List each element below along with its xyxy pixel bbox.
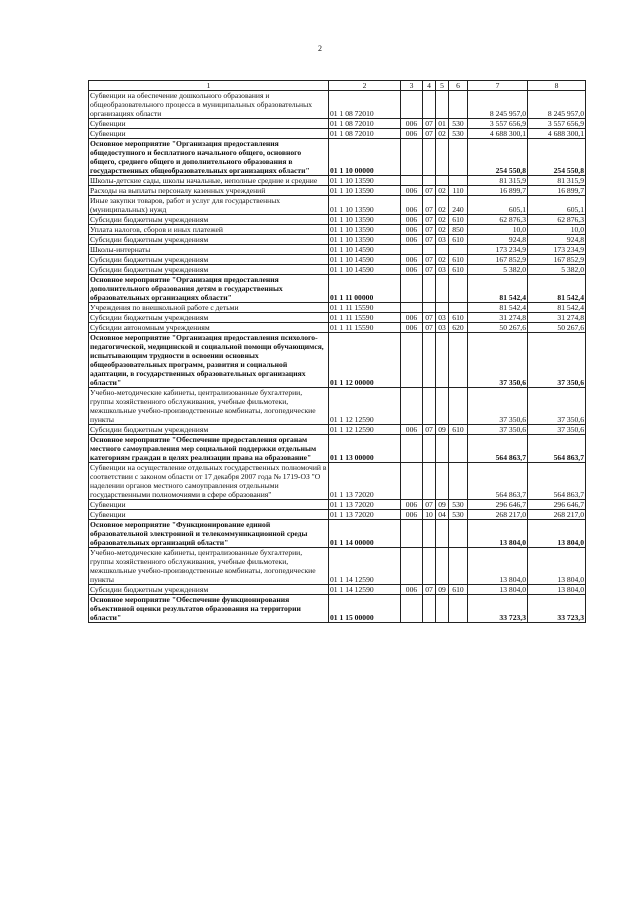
row-ministry [401, 139, 423, 176]
row-amount-col8: 81 315,9 [528, 176, 586, 186]
row-ministry [401, 520, 423, 548]
row-description: Субсидии бюджетным учреждениям [89, 585, 329, 595]
row-section [423, 91, 436, 119]
row-description: Расходы на выплаты персоналу казенных учреждений [89, 186, 329, 196]
row-description: Субсидии бюджетным учреждениям [89, 215, 329, 225]
row-ministry: 006 [401, 129, 423, 139]
row-code: 01 1 10 00000 [329, 139, 401, 176]
row-amount-col7: 605,1 [468, 196, 528, 215]
row-expense-type: 610 [449, 313, 468, 323]
row-amount-col8: 3 557 656,9 [528, 119, 586, 129]
page-number: 2 [318, 44, 322, 53]
row-ministry [401, 303, 423, 313]
table-row [89, 215, 586, 225]
row-code: 01 1 14 12590 [329, 585, 401, 595]
row-amount-col8: 924,8 [528, 235, 586, 245]
row-subsection: 03 [436, 235, 449, 245]
header-cell: 8 [528, 81, 586, 91]
row-amount-col7: 8 245 957,0 [468, 91, 528, 119]
row-expense-type: 610 [449, 255, 468, 265]
table-row [89, 388, 586, 425]
row-expense-type [449, 275, 468, 303]
row-description: Школы-интернаты [89, 245, 329, 255]
row-expense-type: 610 [449, 425, 468, 435]
row-ministry [401, 245, 423, 255]
table-row [89, 275, 586, 303]
table-row [89, 235, 586, 245]
row-subsection: 02 [436, 225, 449, 235]
table-row [89, 119, 586, 129]
row-expense-type [449, 388, 468, 425]
row-subsection: 02 [436, 255, 449, 265]
row-amount-col8: 4 688 300,1 [528, 129, 586, 139]
table-row [89, 255, 586, 265]
row-amount-col8: 296 646,7 [528, 500, 586, 510]
row-amount-col7: 31 274,8 [468, 313, 528, 323]
row-ministry: 006 [401, 500, 423, 510]
row-description: Субвенции на обеспечение дошкольного образования и общеобразовательного процесса в муниципальных образовательных организациях области [89, 91, 329, 119]
table-row [89, 245, 586, 255]
row-expense-type: 620 [449, 323, 468, 333]
header-cell: 4 [423, 81, 436, 91]
table-row [89, 333, 586, 388]
budget-table [88, 80, 586, 623]
row-amount-col8: 605,1 [528, 196, 586, 215]
row-amount-col7: 37 350,6 [468, 425, 528, 435]
row-description: Иные закупки товаров, работ и услуг для государственных (муниципальных) нужд [89, 196, 329, 215]
row-expense-type: 240 [449, 196, 468, 215]
row-code: 01 1 10 13590 [329, 176, 401, 186]
row-amount-col7: 268 217,0 [468, 510, 528, 520]
row-amount-col7: 13 804,0 [468, 520, 528, 548]
row-ministry: 006 [401, 196, 423, 215]
row-code: 01 1 08 72010 [329, 129, 401, 139]
row-expense-type: 110 [449, 186, 468, 196]
row-ministry [401, 463, 423, 500]
row-code: 01 1 13 72020 [329, 500, 401, 510]
row-section: 07 [423, 313, 436, 323]
row-amount-col7: 296 646,7 [468, 500, 528, 510]
row-description: Основное мероприятие "Организация предоставления дополнительного образования детям в государственных образовательных организациях области" [89, 275, 329, 303]
row-subsection: 03 [436, 313, 449, 323]
row-amount-col7: 37 350,6 [468, 333, 528, 388]
row-subsection [436, 303, 449, 313]
row-amount-col7: 81 542,4 [468, 275, 528, 303]
table-row [89, 425, 586, 435]
header-cell: 5 [436, 81, 449, 91]
row-ministry: 006 [401, 235, 423, 245]
table-row [89, 510, 586, 520]
row-amount-col8: 13 804,0 [528, 585, 586, 595]
row-ministry [401, 435, 423, 463]
table-row [89, 139, 586, 176]
row-amount-col7: 50 267,6 [468, 323, 528, 333]
row-amount-col8: 8 245 957,0 [528, 91, 586, 119]
row-section: 07 [423, 215, 436, 225]
row-section: 07 [423, 323, 436, 333]
row-code: 01 1 08 72010 [329, 91, 401, 119]
row-expense-type: 610 [449, 235, 468, 245]
table-row [89, 186, 586, 196]
row-expense-type [449, 435, 468, 463]
row-subsection: 09 [436, 585, 449, 595]
row-expense-type [449, 176, 468, 186]
table-row [89, 225, 586, 235]
row-code: 01 1 12 12590 [329, 388, 401, 425]
row-subsection: 02 [436, 186, 449, 196]
row-amount-col7: 5 382,0 [468, 265, 528, 275]
row-subsection: 02 [436, 129, 449, 139]
row-amount-col8: 37 350,6 [528, 388, 586, 425]
row-expense-type [449, 520, 468, 548]
row-code: 01 1 10 13590 [329, 186, 401, 196]
row-ministry: 006 [401, 585, 423, 595]
row-amount-col7: 564 863,7 [468, 435, 528, 463]
row-section [423, 388, 436, 425]
row-section [423, 303, 436, 313]
row-description: Учебно-методические кабинеты, централизованные бухгалтерии, группы хозяйственного обслуживания, учебные фильмотеки, межшкольные учебно-производственные комбинаты, логопедические пункты [89, 388, 329, 425]
row-description: Основное мероприятие "Обеспечение предоставления органам местного самоуправления мер социальной поддержки отдельным категориям граждан в целях реализации права на образование" [89, 435, 329, 463]
row-amount-col8: 16 899,7 [528, 186, 586, 196]
row-subsection [436, 435, 449, 463]
row-subsection [436, 139, 449, 176]
row-ministry: 006 [401, 265, 423, 275]
row-section: 07 [423, 225, 436, 235]
row-expense-type [449, 463, 468, 500]
row-expense-type: 610 [449, 265, 468, 275]
row-amount-col8: 81 542,4 [528, 275, 586, 303]
row-expense-type: 610 [449, 585, 468, 595]
row-code: 01 1 10 13590 [329, 196, 401, 215]
table-row [89, 520, 586, 548]
table-row [89, 435, 586, 463]
row-subsection: 02 [436, 215, 449, 225]
row-code: 01 1 10 13590 [329, 235, 401, 245]
row-subsection [436, 245, 449, 255]
row-code: 01 1 11 00000 [329, 275, 401, 303]
header-cell: 7 [468, 81, 528, 91]
row-section: 07 [423, 585, 436, 595]
row-ministry: 006 [401, 255, 423, 265]
row-code: 01 1 13 00000 [329, 435, 401, 463]
row-subsection [436, 388, 449, 425]
row-description: Субсидии бюджетным учреждениям [89, 235, 329, 245]
row-subsection: 03 [436, 323, 449, 333]
row-section [423, 176, 436, 186]
row-ministry [401, 548, 423, 585]
row-description: Субсидии бюджетным учреждениям [89, 255, 329, 265]
row-section: 07 [423, 235, 436, 245]
row-expense-type [449, 91, 468, 119]
row-subsection [436, 275, 449, 303]
table-row [89, 500, 586, 510]
row-section: 07 [423, 265, 436, 275]
table-row [89, 595, 586, 623]
row-code: 01 1 15 00000 [329, 595, 401, 623]
row-amount-col8: 5 382,0 [528, 265, 586, 275]
row-description: Субвенции [89, 510, 329, 520]
row-section [423, 548, 436, 585]
row-description: Основное мероприятие "Организация предоставления общедоступного и бесплатного начального общего, основного общего, среднего общего и дополнительного образования в государственных общеобразовательных организациях области" [89, 139, 329, 176]
row-expense-type [449, 139, 468, 176]
table-row [89, 303, 586, 313]
row-description: Учреждения по внешкольной работе с детьми [89, 303, 329, 313]
row-code: 01 1 11 15590 [329, 313, 401, 323]
row-ministry: 006 [401, 186, 423, 196]
row-expense-type [449, 245, 468, 255]
row-subsection [436, 463, 449, 500]
row-section: 07 [423, 500, 436, 510]
table-row [89, 313, 586, 323]
row-amount-col8: 50 267,6 [528, 323, 586, 333]
row-section: 07 [423, 196, 436, 215]
row-amount-col8: 13 804,0 [528, 548, 586, 585]
row-code: 01 1 10 13590 [329, 225, 401, 235]
table-row [89, 176, 586, 186]
row-subsection: 03 [436, 265, 449, 275]
row-section [423, 463, 436, 500]
row-section: 07 [423, 129, 436, 139]
row-description: Субвенции [89, 119, 329, 129]
row-ministry: 006 [401, 510, 423, 520]
table-row [89, 91, 586, 119]
row-section: 07 [423, 186, 436, 196]
row-amount-col7: 254 550,8 [468, 139, 528, 176]
row-section: 07 [423, 425, 436, 435]
header-row [89, 81, 586, 91]
row-amount-col7: 924,8 [468, 235, 528, 245]
row-code: 01 1 13 72020 [329, 463, 401, 500]
row-code: 01 1 12 00000 [329, 333, 401, 388]
header-cell: 3 [401, 81, 423, 91]
row-expense-type: 850 [449, 225, 468, 235]
row-amount-col8: 10,0 [528, 225, 586, 235]
row-code: 01 1 11 15590 [329, 303, 401, 313]
header-cell: 2 [329, 81, 401, 91]
row-amount-col8: 37 350,6 [528, 333, 586, 388]
table-row [89, 463, 586, 500]
row-expense-type: 530 [449, 500, 468, 510]
row-description: Субвенции на осуществление отдельных государственных полномочий в соответствии с законом области от 17 декабря 2007 года № 1719-ОЗ "О наделении органов местного самоуправления отдельными государственными полномочиями в сфере образования" [89, 463, 329, 500]
row-amount-col8: 13 804,0 [528, 520, 586, 548]
row-amount-col7: 167 852,9 [468, 255, 528, 265]
row-ministry: 006 [401, 313, 423, 323]
row-subsection [436, 176, 449, 186]
table-row [89, 585, 586, 595]
row-amount-col7: 37 350,6 [468, 388, 528, 425]
row-description: Уплата налогов, сборов и иных платежей [89, 225, 329, 235]
row-amount-col8: 564 863,7 [528, 463, 586, 500]
row-amount-col7: 173 234,9 [468, 245, 528, 255]
row-ministry [401, 333, 423, 388]
row-subsection [436, 91, 449, 119]
row-amount-col8: 37 350,6 [528, 425, 586, 435]
row-subsection: 01 [436, 119, 449, 129]
row-amount-col7: 10,0 [468, 225, 528, 235]
row-expense-type [449, 548, 468, 585]
row-description: Основное мероприятие "Функционирование единой образовательной электронной и телекоммуникационной среды образовательных организаций области" [89, 520, 329, 548]
row-subsection [436, 548, 449, 585]
row-code: 01 1 14 12590 [329, 548, 401, 585]
row-expense-type: 530 [449, 129, 468, 139]
row-amount-col7: 62 876,3 [468, 215, 528, 225]
table-row [89, 323, 586, 333]
row-description: Школы-детские сады, школы начальные, неполные средние и средние [89, 176, 329, 186]
row-ministry [401, 388, 423, 425]
row-amount-col8: 173 234,9 [528, 245, 586, 255]
row-description: Субсидии автономным учреждениям [89, 323, 329, 333]
row-amount-col7: 13 804,0 [468, 585, 528, 595]
row-subsection: 04 [436, 510, 449, 520]
row-expense-type: 610 [449, 215, 468, 225]
row-subsection [436, 333, 449, 388]
row-section [423, 333, 436, 388]
row-ministry [401, 91, 423, 119]
row-amount-col8: 167 852,9 [528, 255, 586, 265]
row-code: 01 1 13 72020 [329, 510, 401, 520]
row-ministry [401, 275, 423, 303]
row-expense-type [449, 333, 468, 388]
table-row [89, 548, 586, 585]
row-description: Учебно-методические кабинеты, централизованные бухгалтерии, группы хозяйственного обслуживания, учебные фильмотеки, межшкольные учебно-производственные комбинаты, логопедические пункты [89, 548, 329, 585]
row-code: 01 1 10 14590 [329, 265, 401, 275]
row-description: Субсидии бюджетным учреждениям [89, 425, 329, 435]
row-section [423, 595, 436, 623]
row-amount-col7: 81 315,9 [468, 176, 528, 186]
row-ministry: 006 [401, 225, 423, 235]
row-amount-col8: 33 723,3 [528, 595, 586, 623]
row-amount-col7: 4 688 300,1 [468, 129, 528, 139]
table-row [89, 129, 586, 139]
row-description: Субсидии бюджетным учреждениям [89, 313, 329, 323]
row-subsection: 02 [436, 196, 449, 215]
row-amount-col8: 81 542,4 [528, 303, 586, 313]
row-description: Основное мероприятие "Организация предоставления психолого-педагогической, медицинской и социальной помощи обучающимся, испытывающим трудности в освоении основных общеобразовательных программ, развития и социальной адаптации, в государственных образовательных организациях области" [89, 333, 329, 388]
row-code: 01 1 11 15590 [329, 323, 401, 333]
row-expense-type: 530 [449, 119, 468, 129]
row-subsection: 09 [436, 425, 449, 435]
row-section: 07 [423, 119, 436, 129]
row-expense-type [449, 595, 468, 623]
row-ministry [401, 176, 423, 186]
row-code: 01 1 12 12590 [329, 425, 401, 435]
header-cell: 6 [449, 81, 468, 91]
row-subsection: 09 [436, 500, 449, 510]
row-amount-col7: 564 863,7 [468, 463, 528, 500]
row-amount-col8: 268 217,0 [528, 510, 586, 520]
row-section [423, 245, 436, 255]
row-description: Субвенции [89, 500, 329, 510]
header-cell: 1 [89, 81, 329, 91]
row-ministry: 006 [401, 215, 423, 225]
row-ministry: 006 [401, 425, 423, 435]
row-subsection [436, 595, 449, 623]
row-code: 01 1 14 00000 [329, 520, 401, 548]
row-amount-col7: 13 804,0 [468, 548, 528, 585]
row-amount-col8: 62 876,3 [528, 215, 586, 225]
row-section [423, 275, 436, 303]
row-amount-col7: 33 723,3 [468, 595, 528, 623]
row-ministry: 006 [401, 323, 423, 333]
row-section [423, 139, 436, 176]
row-code: 01 1 10 13590 [329, 215, 401, 225]
row-code: 01 1 10 14590 [329, 245, 401, 255]
table-row [89, 196, 586, 215]
row-amount-col7: 3 557 656,9 [468, 119, 528, 129]
row-section [423, 520, 436, 548]
row-description: Основное мероприятие "Обеспечение функционирования объективной оценки результатов образования на территории области" [89, 595, 329, 623]
row-amount-col8: 31 274,8 [528, 313, 586, 323]
row-amount-col7: 81 542,4 [468, 303, 528, 313]
row-ministry [401, 595, 423, 623]
row-section [423, 435, 436, 463]
row-amount-col7: 16 899,7 [468, 186, 528, 196]
row-section: 07 [423, 255, 436, 265]
row-expense-type [449, 303, 468, 313]
row-code: 01 1 10 14590 [329, 255, 401, 265]
row-description: Субвенции [89, 129, 329, 139]
row-description: Субсидии бюджетным учреждениям [89, 265, 329, 275]
row-amount-col8: 564 863,7 [528, 435, 586, 463]
row-ministry: 006 [401, 119, 423, 129]
row-expense-type: 530 [449, 510, 468, 520]
row-code: 01 1 08 72010 [329, 119, 401, 129]
row-section: 10 [423, 510, 436, 520]
table-row [89, 265, 586, 275]
row-amount-col8: 254 550,8 [528, 139, 586, 176]
row-subsection [436, 520, 449, 548]
